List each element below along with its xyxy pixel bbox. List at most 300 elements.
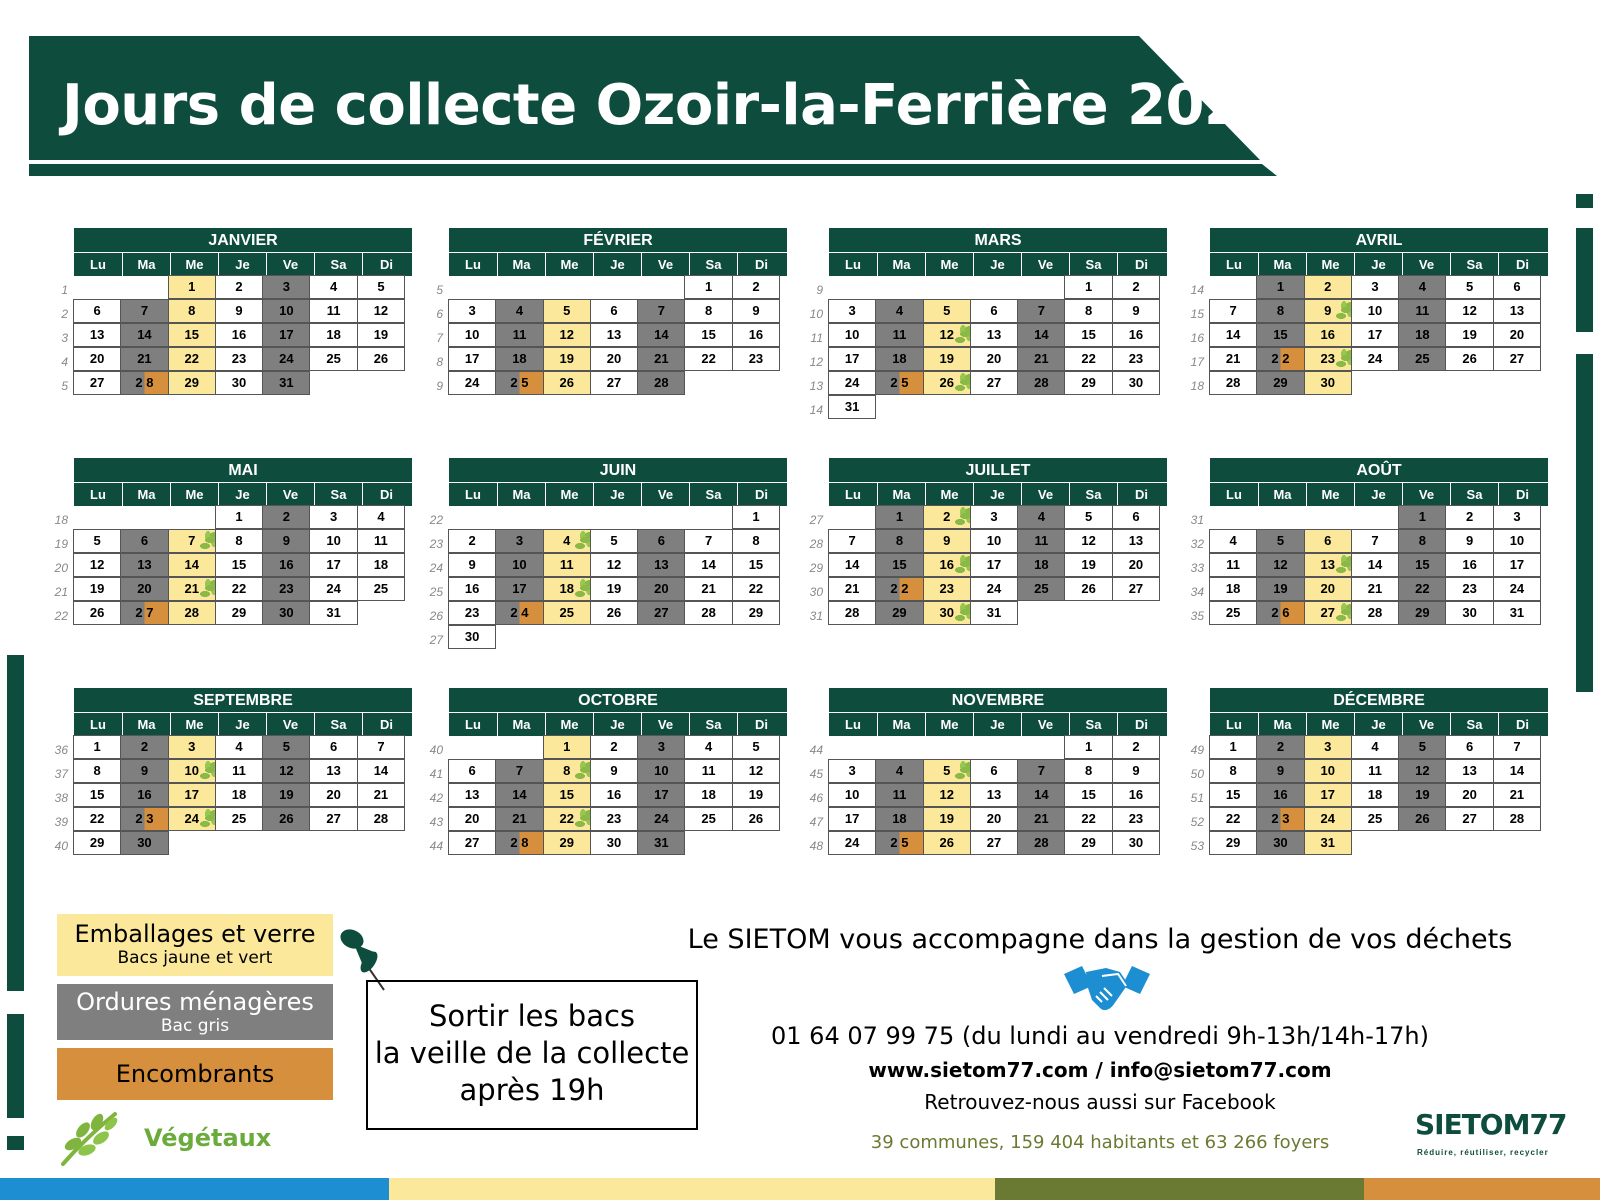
day-cell: 20 (1445, 783, 1493, 807)
day-cell: 8 (875, 529, 923, 553)
day-cell: 27 (73, 371, 121, 395)
weekday-label: Me (1306, 483, 1354, 506)
day-cell: 7 (168, 529, 216, 553)
sietom-logo (1415, 1108, 1575, 1168)
day-cell: 21 (828, 577, 876, 601)
day-cell: 30 (215, 371, 263, 395)
empty-day-cell (495, 275, 543, 299)
day-cell: 2 (590, 735, 638, 759)
day-cell: 1 (73, 735, 121, 759)
day-cell: 12 (1398, 759, 1446, 783)
week-row (809, 396, 1167, 420)
week-number: 18 (54, 513, 68, 527)
day-cell: 26 (923, 371, 971, 395)
empty-day-cell (168, 505, 216, 529)
week-row (61, 300, 412, 324)
week-row (1190, 300, 1548, 324)
day-cell: 6 (1304, 529, 1352, 553)
day-cell: 21 (168, 577, 216, 601)
day-cell: 4 (684, 735, 732, 759)
day-cell: 1 (1064, 275, 1112, 299)
weekday-label: Je (973, 483, 1021, 506)
day-cell: 2 (1256, 735, 1304, 759)
weekday-label: Ve (266, 483, 314, 506)
day-cell: 17 (637, 783, 685, 807)
day-cell: 10 (448, 323, 496, 347)
week-row (1190, 808, 1548, 832)
week-row (54, 760, 412, 784)
month-name: JUILLET (829, 458, 1167, 482)
weekday-label: Ve (1402, 713, 1450, 736)
week-number: 15 (1190, 307, 1204, 321)
empty-day-cell (828, 735, 876, 759)
day-cell: 5 (1064, 505, 1112, 529)
day-cell: 27 (1493, 347, 1541, 371)
day-cell: 16 (1112, 323, 1160, 347)
week-row (1190, 348, 1548, 372)
weekday-label: Di (737, 253, 785, 276)
day-cell: 17 (1493, 553, 1541, 577)
weekday-label: Lu (845, 717, 861, 732)
week-row (429, 530, 787, 554)
empty-day-cell (1351, 831, 1399, 855)
week-row (429, 760, 787, 784)
empty-day-cell (590, 275, 638, 299)
day-cell: 4 (1398, 275, 1446, 299)
day-cell: 20 (73, 347, 121, 371)
month-4 (1190, 228, 1548, 396)
day-cell: 13 (1493, 299, 1541, 323)
week-row (1190, 760, 1548, 784)
day-cell: 5 (923, 759, 971, 783)
day-cell: 5 (262, 735, 310, 759)
day-cell: 1 (732, 505, 780, 529)
week-number: 44 (809, 743, 823, 757)
week-number: 50 (1190, 767, 1204, 781)
day-cell: 7 (828, 529, 876, 553)
weekday-label: Lu (465, 717, 481, 732)
week-row (1190, 784, 1548, 808)
day-cell: 21 (120, 347, 168, 371)
weekday-label: Sa (1069, 253, 1117, 276)
day-cell: 24 (168, 807, 216, 831)
day-cell: 22 (215, 577, 263, 601)
day-cell: 3 (637, 735, 685, 759)
week-row (809, 832, 1167, 856)
weekday-header (1210, 252, 1548, 276)
leaf-icon (57, 1108, 123, 1168)
day-cell: 14 (495, 783, 543, 807)
week-number: 13 (809, 379, 823, 393)
month-3 (809, 228, 1167, 420)
day-cell: 15 (1209, 783, 1257, 807)
day-cell: 25 (543, 601, 591, 625)
day-cell: 13 (1112, 529, 1160, 553)
day-cell: 10 (309, 529, 357, 553)
weekday-label: Sa (1450, 713, 1498, 736)
day-cell: 16 (448, 577, 496, 601)
day-cell: 28 (1017, 831, 1065, 855)
day-cell: 24 (262, 347, 310, 371)
empty-day-cell (215, 831, 263, 855)
day-cell: 20 (448, 807, 496, 831)
week-row (429, 626, 787, 650)
day-cell: 9 (215, 299, 263, 323)
weekday-label: Ve (1402, 253, 1450, 276)
week-row (429, 784, 787, 808)
week-row (54, 784, 412, 808)
day-cell: 9 (448, 553, 496, 577)
day-cell: 2 5 (875, 371, 923, 395)
empty-day-cell (495, 625, 543, 649)
day-cell: 11 (543, 553, 591, 577)
day-cell: 21 (1017, 807, 1065, 831)
day-cell: 3 (828, 299, 876, 323)
day-cell: 9 (1304, 299, 1352, 323)
month-name: SEPTEMBRE (74, 688, 412, 712)
day-cell: 27 (590, 371, 638, 395)
day-cell: 13 (970, 323, 1018, 347)
month-6 (429, 458, 787, 650)
weekday-label: Di (362, 483, 410, 506)
weekday-label: Me (925, 253, 973, 276)
week-row (809, 808, 1167, 832)
empty-day-cell (1256, 505, 1304, 529)
day-cell: 21 (495, 807, 543, 831)
day-cell: 21 (1017, 347, 1065, 371)
weekday-label: Me (1306, 253, 1354, 276)
day-cell: 27 (970, 831, 1018, 855)
week-number: 44 (429, 839, 443, 853)
day-cell: 11 (1209, 553, 1257, 577)
day-cell: 13 (637, 553, 685, 577)
day-cell: 8 (684, 299, 732, 323)
day-cell: 22 (684, 347, 732, 371)
day-cell: 6 (1493, 275, 1541, 299)
day-cell: 2 (262, 505, 310, 529)
day-cell: 25 (1209, 601, 1257, 625)
day-cell: 4 (309, 275, 357, 299)
day-cell: 21 (684, 577, 732, 601)
week-number: 46 (809, 791, 823, 805)
weekday-label: Lu (1226, 257, 1242, 272)
day-cell: 29 (1064, 831, 1112, 855)
weekday-label: Me (545, 253, 593, 276)
week-number: 10 (809, 307, 823, 321)
empty-day-cell (1445, 831, 1493, 855)
week-row (809, 530, 1167, 554)
week-row (809, 506, 1167, 530)
day-cell: 25 (309, 347, 357, 371)
week-number: 7 (436, 331, 443, 345)
week-number: 40 (54, 839, 68, 853)
week-row (809, 736, 1167, 760)
weekday-label: Sa (1450, 253, 1498, 276)
week-number: 36 (54, 743, 68, 757)
day-cell: 14 (1017, 323, 1065, 347)
week-row (1190, 554, 1548, 578)
day-cell: 4 (875, 299, 923, 323)
day-cell: 24 (1304, 807, 1352, 831)
day-cell: 7 (1017, 299, 1065, 323)
weekday-header (74, 252, 412, 276)
weekday-label: Ma (877, 713, 925, 736)
day-cell: 24 (309, 577, 357, 601)
day-cell: 8 (168, 299, 216, 323)
day-cell: 1 (1398, 505, 1446, 529)
day-cell: 2 7 (120, 601, 168, 625)
day-cell: 29 (215, 601, 263, 625)
weekday-label: Sa (314, 253, 362, 276)
day-cell: 17 (828, 807, 876, 831)
weekday-label: Ma (1258, 713, 1306, 736)
weekday-label: Je (218, 253, 266, 276)
week-number: 43 (429, 815, 443, 829)
week-number: 11 (810, 331, 823, 345)
day-cell: 7 (637, 299, 685, 323)
weekday-label: Ve (1021, 253, 1069, 276)
day-cell: 9 (120, 759, 168, 783)
day-cell: 18 (1398, 323, 1446, 347)
empty-day-cell (448, 505, 496, 529)
weekday-label: Sa (1069, 483, 1117, 506)
info-phone: 01 64 07 99 75 (du lundi au vendredi 9h-13h/14h-17h) (771, 1022, 1429, 1050)
day-cell: 15 (1256, 323, 1304, 347)
week-number: 21 (54, 585, 68, 599)
week-row (429, 736, 787, 760)
day-cell: 7 (1351, 529, 1399, 553)
day-cell: 14 (828, 553, 876, 577)
week-row (1190, 324, 1548, 348)
day-cell: 12 (590, 553, 638, 577)
week-row (436, 276, 787, 300)
week-number: 35 (1190, 609, 1204, 623)
day-cell: 3 (168, 735, 216, 759)
page-title: Jours de collecte Ozoir-la-Ferrière 2025 (62, 73, 1281, 138)
day-cell: 5 (1398, 735, 1446, 759)
month-8 (1190, 458, 1548, 626)
day-cell: 16 (1256, 783, 1304, 807)
day-cell: 6 (1112, 505, 1160, 529)
month-name: JANVIER (74, 228, 412, 252)
day-cell: 29 (1398, 601, 1446, 625)
day-cell: 11 (875, 783, 923, 807)
day-cell: 4 (215, 735, 263, 759)
day-cell: 7 (1493, 735, 1541, 759)
empty-day-cell (1017, 601, 1065, 625)
day-cell: 27 (970, 371, 1018, 395)
day-cell: 6 (309, 735, 357, 759)
day-cell: 17 (309, 553, 357, 577)
day-cell: 19 (1398, 783, 1446, 807)
week-row (809, 602, 1167, 626)
legend-emballages-label: Emballages et verre (74, 920, 316, 948)
weekday-label: Ma (497, 253, 545, 276)
empty-day-cell (120, 275, 168, 299)
day-cell: 18 (684, 783, 732, 807)
day-cell: 7 (120, 299, 168, 323)
empty-day-cell (970, 735, 1018, 759)
day-cell: 20 (309, 783, 357, 807)
day-cell: 2 (120, 735, 168, 759)
weekday-label: Je (218, 713, 266, 736)
week-number: 42 (429, 791, 443, 805)
day-cell: 18 (1351, 783, 1399, 807)
day-cell: 19 (543, 347, 591, 371)
day-cell: 24 (828, 831, 876, 855)
week-number: 37 (54, 767, 68, 781)
day-cell: 22 (168, 347, 216, 371)
week-number: 31 (1190, 513, 1204, 527)
month-10 (429, 688, 787, 856)
day-cell: 17 (495, 577, 543, 601)
week-number: 18 (1190, 379, 1204, 393)
weekday-label: Sa (314, 713, 362, 736)
week-row (809, 784, 1167, 808)
day-cell: 26 (357, 347, 405, 371)
weekday-label: Di (737, 483, 785, 506)
day-cell: 1 (543, 735, 591, 759)
day-cell: 18 (875, 347, 923, 371)
day-cell: 17 (262, 323, 310, 347)
weekday-label: Di (1498, 713, 1546, 736)
empty-day-cell (970, 395, 1018, 419)
reminder-line-3: après 19h (459, 1073, 605, 1107)
day-cell: 6 (120, 529, 168, 553)
week-number: 14 (1190, 283, 1204, 297)
weekday-label: Je (593, 713, 641, 736)
day-cell: 9 (732, 299, 780, 323)
info-facebook: Retrouvez-nous aussi sur Facebook (924, 1090, 1276, 1114)
weekday-label: Me (545, 713, 593, 736)
weekday-label: Ve (1021, 713, 1069, 736)
weekday-label: Di (737, 713, 785, 736)
empty-day-cell (637, 505, 685, 529)
day-cell: 25 (1351, 807, 1399, 831)
day-cell: 19 (1445, 323, 1493, 347)
week-row (1190, 372, 1548, 396)
week-number: 23 (429, 537, 443, 551)
week-number: 51 (1190, 791, 1204, 805)
day-cell: 3 (1351, 275, 1399, 299)
day-cell: 10 (637, 759, 685, 783)
day-cell: 4 (495, 299, 543, 323)
empty-day-cell (684, 831, 732, 855)
day-cell: 19 (923, 347, 971, 371)
day-cell: 16 (120, 783, 168, 807)
day-cell: 6 (590, 299, 638, 323)
day-cell: 15 (1398, 553, 1446, 577)
day-cell: 10 (168, 759, 216, 783)
day-cell: 28 (684, 601, 732, 625)
day-cell: 25 (215, 807, 263, 831)
day-cell: 19 (1064, 553, 1112, 577)
day-cell: 24 (1493, 577, 1541, 601)
day-cell: 5 (923, 299, 971, 323)
weekday-header (74, 482, 412, 506)
day-cell: 2 (1112, 735, 1160, 759)
day-cell: 6 (73, 299, 121, 323)
day-cell: 21 (637, 347, 685, 371)
week-number: 49 (1190, 743, 1204, 757)
day-cell: 20 (1493, 323, 1541, 347)
day-cell: 26 (1445, 347, 1493, 371)
day-cell: 30 (448, 625, 496, 649)
day-cell: 11 (684, 759, 732, 783)
week-row (1190, 578, 1548, 602)
week-row (1190, 276, 1548, 300)
week-number: 31 (809, 609, 823, 623)
day-cell: 4 (1209, 529, 1257, 553)
logo-text: SIETOM77 (1415, 1108, 1567, 1141)
day-cell: 2 3 (1256, 807, 1304, 831)
empty-day-cell (637, 275, 685, 299)
day-cell: 12 (923, 323, 971, 347)
day-cell: 1 (168, 275, 216, 299)
info-title: Le SIETOM vous accompagne dans la gestion de vos déchets (687, 924, 1513, 955)
day-cell: 8 (543, 759, 591, 783)
day-cell: 14 (637, 323, 685, 347)
day-cell: 1 (215, 505, 263, 529)
empty-day-cell (970, 275, 1018, 299)
day-cell: 9 (262, 529, 310, 553)
week-number: 2 (61, 307, 68, 321)
empty-day-cell (1445, 371, 1493, 395)
day-cell: 28 (357, 807, 405, 831)
day-cell: 6 (1445, 735, 1493, 759)
month-1 (61, 228, 412, 396)
empty-day-cell (1209, 275, 1257, 299)
week-row (54, 578, 412, 602)
week-number: 52 (1190, 815, 1204, 829)
day-cell: 12 (923, 783, 971, 807)
day-cell: 30 (1112, 831, 1160, 855)
day-cell: 12 (262, 759, 310, 783)
day-cell: 14 (120, 323, 168, 347)
empty-day-cell (73, 275, 121, 299)
day-cell: 3 (1304, 735, 1352, 759)
weekday-label: Je (973, 713, 1021, 736)
week-row (54, 506, 412, 530)
day-cell: 2 2 (875, 577, 923, 601)
day-cell: 8 (1209, 759, 1257, 783)
week-row (54, 736, 412, 760)
weekday-label: Ve (1402, 483, 1450, 506)
week-row (436, 348, 787, 372)
day-cell: 23 (262, 577, 310, 601)
week-number: 20 (54, 561, 68, 575)
empty-day-cell (448, 735, 496, 759)
day-cell: 3 (448, 299, 496, 323)
legend-emballages-sub: Bacs jaune et vert (117, 948, 273, 968)
day-cell: 22 (543, 807, 591, 831)
empty-day-cell (684, 505, 732, 529)
day-cell: 31 (262, 371, 310, 395)
day-cell: 21 (1493, 783, 1541, 807)
empty-day-cell (590, 505, 638, 529)
day-cell: 20 (120, 577, 168, 601)
day-cell: 20 (1112, 553, 1160, 577)
week-number: 4 (61, 355, 68, 369)
weekday-label: Je (1354, 713, 1402, 736)
day-cell: 23 (1112, 807, 1160, 831)
day-cell: 11 (1351, 759, 1399, 783)
legend-ordures-label: Ordures ménagères (76, 988, 314, 1016)
weekday-label: Ve (641, 483, 689, 506)
day-cell: 29 (73, 831, 121, 855)
day-cell: 29 (1209, 831, 1257, 855)
day-cell: 17 (168, 783, 216, 807)
